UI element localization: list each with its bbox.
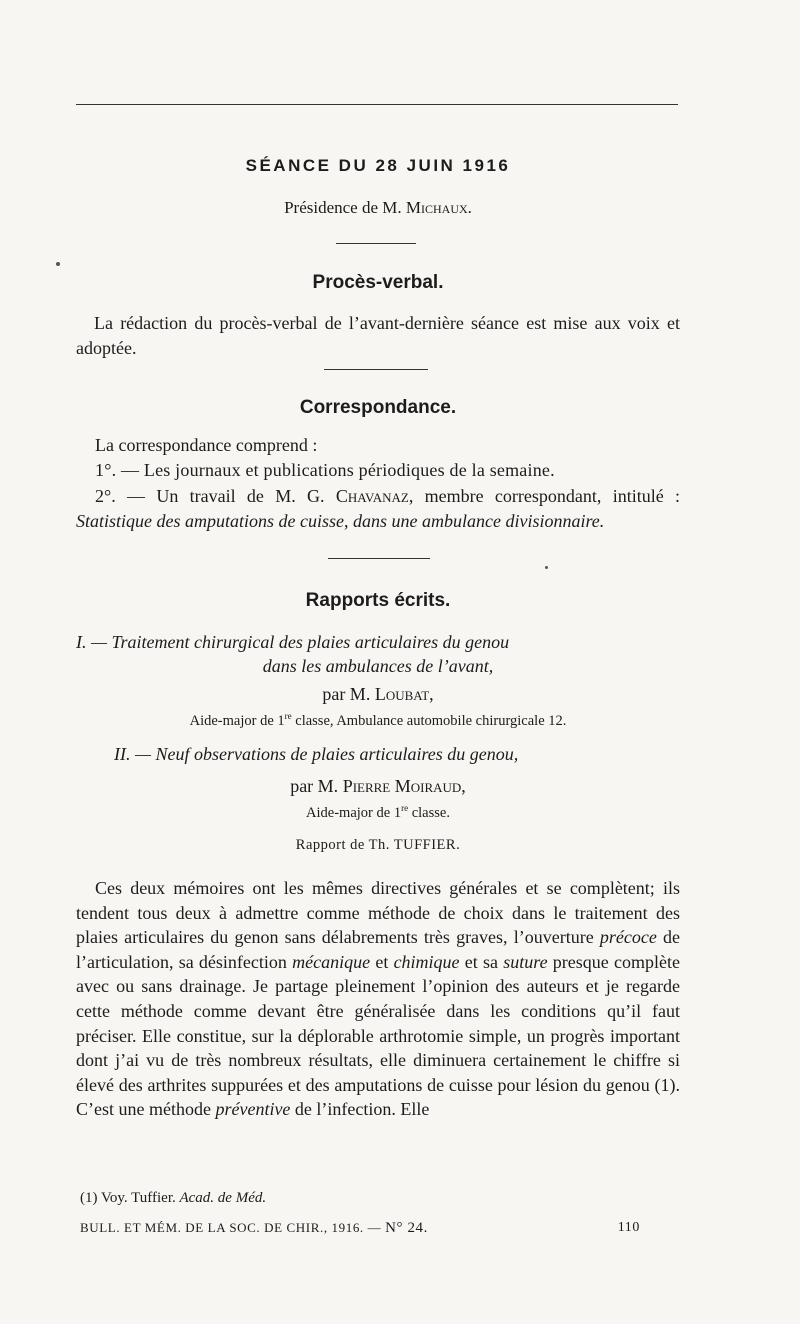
rapport-2-role bbox=[76, 803, 680, 822]
section-divider bbox=[324, 369, 428, 370]
footer-issue: N° 24. bbox=[385, 1220, 429, 1236]
correspondance-intro: La correspondance comprend : bbox=[95, 435, 318, 455]
rapport-1-role bbox=[76, 711, 680, 730]
item2-start: 2°. — Un travail de M. G. bbox=[95, 486, 325, 506]
report-body bbox=[76, 876, 680, 1122]
footer-journal: BULL. ET MÉM. DE LA SOC. DE CHIR., 1916. — bbox=[80, 1220, 382, 1235]
rapport-1-author bbox=[76, 684, 680, 705]
rapport-2-role-sup: re bbox=[401, 803, 409, 813]
rapport-2-author-prefix: par M. bbox=[290, 776, 339, 796]
rapport-1-title: I. — Traitement chirurgical des plaies articulaires du genou bbox=[76, 632, 510, 652]
correspondance-heading: Correspondance. bbox=[299, 397, 457, 418]
rapport-2-role-a: Aide-major de 1 bbox=[306, 804, 402, 821]
document-page bbox=[76, 0, 680, 1324]
rapport-1-title-cont: dans les ambulances de l’avant, bbox=[262, 656, 494, 676]
rapport-1-role-b: classe, Ambulance automobile chirurgicale 12. bbox=[291, 712, 567, 729]
rapport-2-title-text: II. — Neuf observations de plaies articulaires du genou, bbox=[114, 744, 519, 764]
top-rule bbox=[76, 104, 678, 105]
item2-title: Statistique des amputations de cuisse bbox=[76, 510, 344, 531]
proces-verbal-body: La rédaction du procès-verbal de l’avant-dernière séance est mise aux voix et adoptée. bbox=[76, 313, 680, 358]
rapport-1-title-line-1 bbox=[76, 632, 680, 653]
section-divider bbox=[328, 558, 430, 559]
correspondance-item-1: 1°. — Les journaux et publications périodiques de la semaine. bbox=[95, 460, 555, 480]
footnote-source: Acad. de Méd. bbox=[179, 1190, 267, 1206]
page-number: 110 bbox=[617, 1220, 640, 1235]
rapport-2-role-b: classe. bbox=[408, 804, 450, 821]
rapport-2-title bbox=[114, 744, 518, 765]
page-footer bbox=[80, 1220, 676, 1237]
proces-verbal-text bbox=[76, 311, 680, 360]
item2-author: Chavanaz bbox=[335, 486, 409, 506]
rapport-by: Rapport de Th. TUFFIER. bbox=[295, 837, 461, 853]
section-divider bbox=[336, 243, 416, 244]
correspondance-item-2 bbox=[76, 484, 680, 533]
item2-sep: , bbox=[343, 510, 349, 531]
rapport-1-author-prefix: par M. bbox=[322, 684, 371, 704]
item2-end: dans une ambulance divisionnaire. bbox=[352, 510, 605, 531]
rapport-1-author-name: Loubat, bbox=[374, 684, 434, 704]
presidence-line bbox=[76, 198, 680, 218]
rapport-2-author bbox=[76, 776, 680, 797]
body-i3: chimique bbox=[393, 951, 460, 972]
body-t2: de l’articulation, sa désinfection bbox=[76, 927, 680, 972]
president-name: Michaux. bbox=[405, 198, 472, 217]
body-t3: et bbox=[370, 951, 394, 972]
body-t6: de l’infection. Elle bbox=[290, 1099, 430, 1120]
body-i1: précoce bbox=[599, 927, 657, 948]
body-t5: presque complète avec ou sans drainage. Je partage pleinement l’opinion des auteurs et je regarde cette méthode comme devant être généralisée dans les conditions qu’il faut préciser. Elle constitue, sur la déplorable arthrotomie simple, un progrès important dont j’ai vu de très nombreux résultats, elle diminuera certainement le chiffre si élevé des arthrites suppurées et des amputations de cuisse pour lésion du genou (1). C’est une méthode bbox=[76, 951, 680, 1120]
body-t4: et sa bbox=[459, 951, 504, 972]
ink-speck bbox=[56, 262, 60, 266]
footnote bbox=[80, 1190, 266, 1207]
proces-verbal-heading: Procès-verbal. bbox=[312, 272, 444, 293]
rapport-1-role-sup: re bbox=[284, 711, 292, 721]
footnote-marker: (1) bbox=[80, 1190, 98, 1206]
body-t1: Ces deux mémoires ont les mêmes directives générales et se complètent; ils tendent tous deux à admettre comme méthode de choix dans le traitement des plaies articulaires du genon sans délabrements très graves, l’ouverture bbox=[76, 878, 680, 948]
rapports-heading: Rapports écrits. bbox=[305, 590, 451, 611]
body-i5: préventive bbox=[215, 1099, 291, 1120]
session-title: SÉANCE DU 28 JUIN 1916 bbox=[245, 156, 511, 175]
body-i4: suture bbox=[503, 951, 548, 972]
presidence-prefix: Présidence de M. bbox=[284, 198, 402, 217]
item2-mid: , membre correspondant, intitulé : bbox=[408, 486, 681, 506]
rapport-2-author-name: Pierre Moiraud, bbox=[342, 776, 466, 796]
body-i2: mécanique bbox=[292, 951, 371, 972]
footnote-text: Voy. Tuffier. bbox=[97, 1190, 180, 1206]
rapport-1-title-line-2 bbox=[76, 656, 680, 677]
rapport-1-role-a: Aide-major de 1 bbox=[189, 712, 285, 729]
